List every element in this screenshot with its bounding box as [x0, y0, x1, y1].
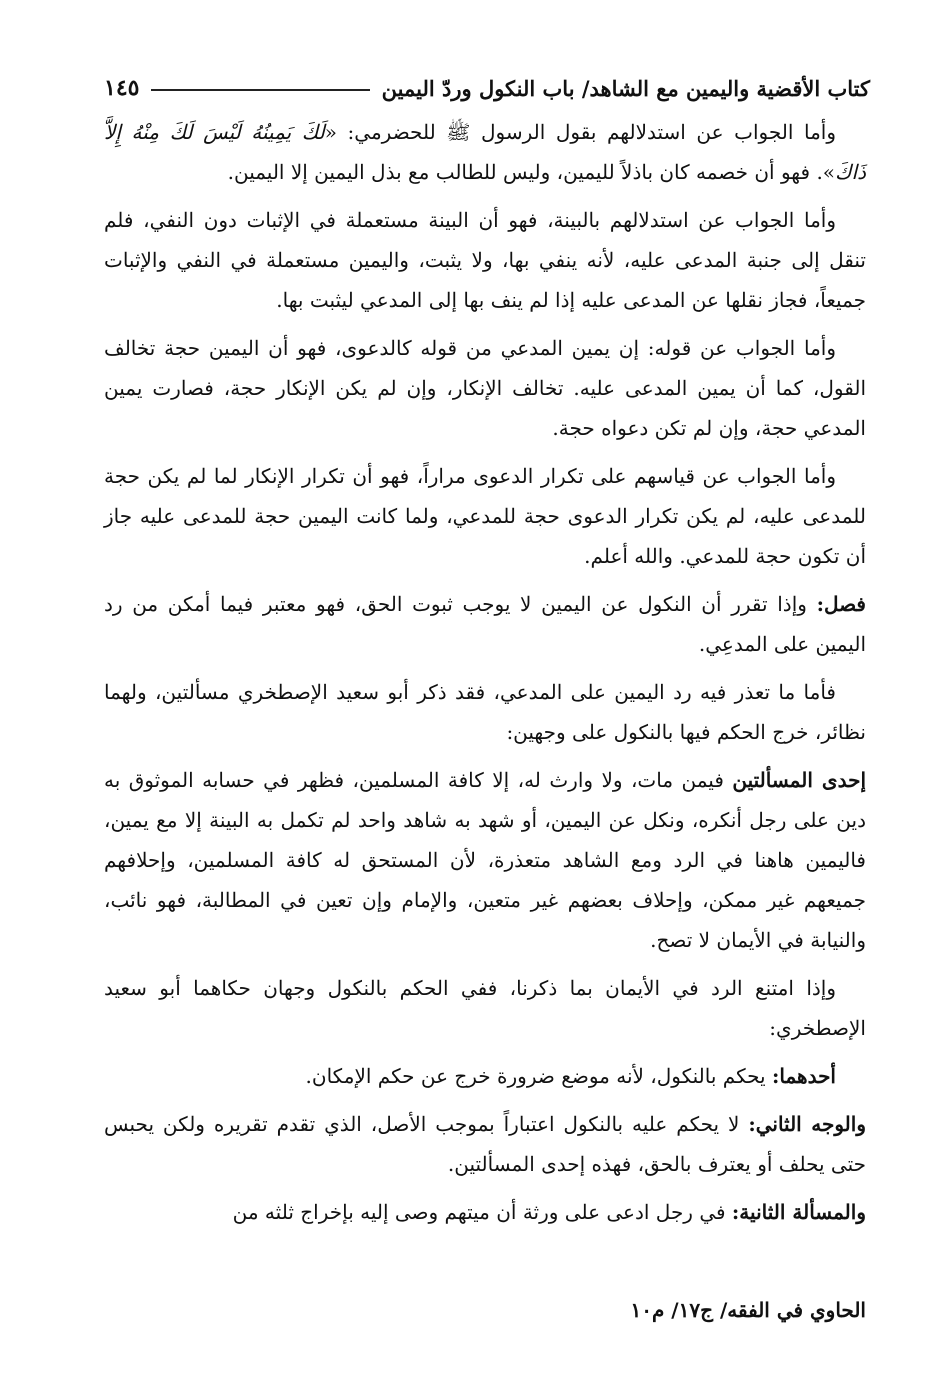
issue-heading: والمسألة الثانية:	[731, 1200, 866, 1224]
paragraph-text: يحكم بالنكول، لأنه موضع ضرورة خرج عن حكم الإمكان.	[305, 1064, 772, 1088]
chapter-title: كتاب الأقضية واليمين مع الشاهد/ باب النكول وردّ اليمين	[381, 75, 870, 101]
paragraph-text: فأما ما تعذر فيه رد اليمين على المدعي، فقد ذكر أبو سعيد الإصطخري مسألتين، ولهما نظائر، خرج الحكم فيها بالنكول على وجهين:	[104, 680, 866, 744]
paragraph-text: وأما الجواب عن استدلالهم بقول الرسول ﷺ للحضرمي: «	[324, 120, 836, 144]
paragraph-text: وأما الجواب عن قوله: إن يمين المدعي من قوله كالدعوى، فهو أن اليمين حجة تخالف القول، كما أن يمين المدعى عليه. تخالف الإنكار، وإن لم يكن الإنكار حجة، فصارت يمين المدعي حجة، وإن لم تكن دعواه حجة.	[104, 336, 866, 440]
view-heading: والوجه الثاني:	[748, 1112, 866, 1136]
paragraph-repetition-reply	[104, 456, 866, 576]
paragraph-hadith-reply	[104, 112, 866, 192]
section-heading: فصل:	[816, 592, 866, 616]
hadith-quote: لَكَ يَمِينُهُ لَيْسَ لَكَ مِنْهُ إِلاَّ ذَاكَ	[104, 120, 866, 184]
view-heading: أحدهما:	[771, 1064, 836, 1088]
page-number: ١٤٥	[104, 75, 140, 101]
paragraph-second-issue	[104, 1192, 866, 1232]
paragraph-view-two	[104, 1104, 866, 1184]
issue-heading: إحدى المسألتين	[732, 768, 866, 792]
main-text	[104, 112, 866, 1240]
paragraph-text: لا يحكم عليه بالنكول اعتباراً بموجب الأصل، الذي تقدم تقريره ولكن يحبس حتى يحلف أو يعترف بالحق، فهذه إحدى المسألتين.	[104, 1112, 866, 1176]
paragraph-view-one	[104, 1056, 866, 1096]
paragraph-first-issue	[104, 760, 866, 960]
header-rule	[151, 89, 369, 91]
signature-footer: الحاوي في الفقه/ ج١٧/ م١٠	[630, 1298, 866, 1322]
paragraph-text: في رجل ادعى على ورثة أن ميتهم وصى إليه بإخراج ثلثه من	[232, 1200, 732, 1224]
paragraph-text: وأما الجواب عن استدلالهم بالبينة، فهو أن البينة مستعملة في الإثبات دون النفي، فلم تنقل إلى جنبة المدعى عليه، لأنه ينفي بها، ولا يثبت، واليمين مستعملة في النفي والإثبات جميعاً، فجاز نقلها عن المدعى عليه إذا لم ينف بها إلى المدعي ليثبت بها.	[104, 208, 866, 312]
paragraph-text: وإذا امتنع الرد في الأيمان بما ذكرنا، ففي الحكم بالنكول وجهان حكاهما أبو سعيد الإصطخري:	[104, 976, 866, 1040]
paragraph-claim-reply	[104, 328, 866, 448]
paragraph-text: فيمن مات، ولا وارث له، إلا كافة المسلمين، فظهر في حسابه الموثوق به دين على رجل أنكره، ونكل عن اليمين، أو شهد به شاهد واحد لم تكمل به البينة إلا مع يمين، فاليمين هاهنا في الرد ومع الشاهد متعذرة، لأن المستحق له كافة المسلمين، وإحلافهم جميعهم غير ممكن، وإحلاف بعضهم غير متعين، والإمام وإن تعين في المطالبة، فهو نائب، والنيابة في الأيمان لا تصح.	[104, 768, 866, 952]
paragraph-two-views	[104, 968, 866, 1048]
running-header	[104, 70, 870, 106]
paragraph-text: ». فهو أن خصمه كان باذلاً لليمين، وليس للطالب مع بذل اليمين إلا اليمين.	[227, 160, 836, 184]
paragraph-fasl	[104, 584, 866, 664]
paragraph-two-issues	[104, 672, 866, 752]
paragraph-text: وأما الجواب عن قياسهم على تكرار الدعوى مراراً، فهو أن تكرار الإنكار لما لم يكن حجة للمدعى عليه، لم يكن تكرار الدعوى حجة للمدعي، ولما كانت اليمين حجة للمدعى عليه جاز أن تكون حجة للمدعي. والله أعلم.	[104, 464, 866, 568]
paragraph-text: وإذا تقرر أن النكول عن اليمين لا يوجب ثبوت الحق، فهو معتبر فيما أمكن من رد اليمين على المدعِي.	[104, 592, 866, 656]
paragraph-bayyina-reply	[104, 200, 866, 320]
